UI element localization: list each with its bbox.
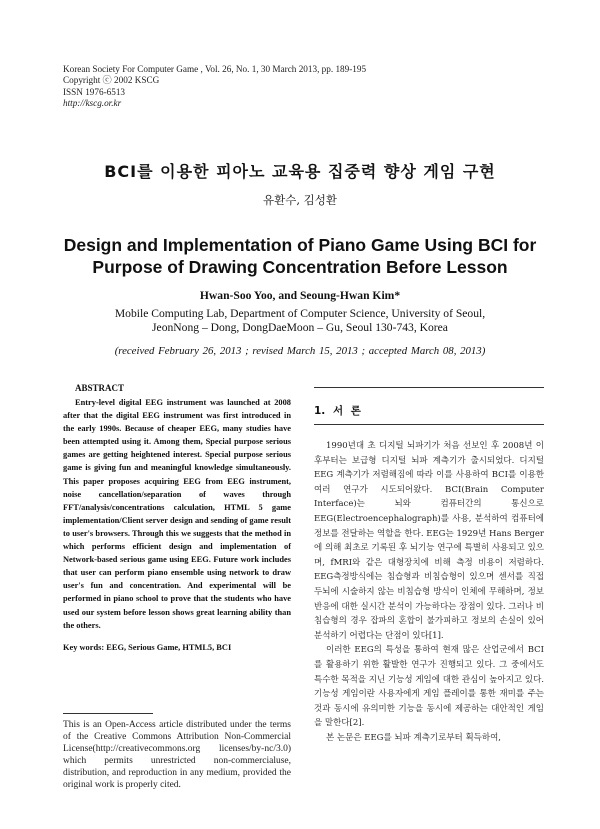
received-dates: (received February 26, 2013 ; revised March 15, 2013 ; accepted March 08, 2013) <box>114 345 486 357</box>
issn-line: ISSN 1976-6513 <box>63 86 126 97</box>
section-divider <box>314 424 544 425</box>
affiliation-line-2: JeonNong – Dong, DongDaeMoon – Gu, Seoul 130-743, Korea <box>152 321 448 334</box>
korean-title: BCI를 이용한 피아노 교육용 집중력 향상 게임 구현 <box>104 162 496 181</box>
english-title-line-1: Design and Implementation of Piano Game Using BCI for <box>63 235 537 255</box>
footnote-divider <box>63 713 153 714</box>
body-paragraph-2: 이러한 EEG의 특성을 통하여 현재 많은 산업군에서 BCI를 활용하기 위한 활발한 연구가 진행되고 있다. 그 중에서도 특수한 목적을 지닌 기능성 게임에 대한 관심이 높아지고 있다. 기능성 게임이란 사용자에게 게임 플레이를 통한 재미를 주는 것과 동시에 유의미한 기능을 동시에 제공하는 대안적인 게임을 말한다[2]. <box>314 645 544 729</box>
left-column <box>63 383 291 652</box>
section-title-introduction: 1. 서 론 <box>314 405 361 417</box>
affiliation <box>0 307 600 335</box>
body-paragraph-3: 본 논문은 EEG를 뇌파 계측기로부터 획득하여, <box>326 732 501 743</box>
copyright-line: Copyright ⓒ 2002 KSCG <box>63 75 160 86</box>
english-authors: Hwan-Soo Yoo, and Seoung-Hwan Kim* <box>199 289 401 302</box>
english-title <box>0 234 600 278</box>
journal-url[interactable]: http://kscg.or.kr <box>63 98 122 109</box>
journal-header <box>63 64 366 110</box>
right-column <box>314 383 544 745</box>
keywords: Key words: EEG, Serious Game, HTML5, BCI <box>63 642 232 652</box>
body-paragraph-1: 1990년대 초 디지털 뇌파기가 처음 선보인 후 2008년 이후부터는 보급형 디지털 뇌파 계측기가 출시되었다. 디지털 EEG 계측기가 저렴해짐에 따라 이를 사용하여 BCI를 이용한 여러 연구가 시도되어왔다. BCI(Brain Computer Interface)는 뇌와 컴퓨터간의 통신으로 EEG(Electroencephalograph)를 사용, 분석하여 컴퓨터에 정보를 전달하는 역할을 한다. EEG는 1929년 Hans Berger에 의해 최초로 기록된 후 뇌기능 연구에 특별히 사용되고 있으며, fMRI와 같은 대형장치에 비해 측정 비용이 저렴하다. EEG측정방식에는 침습형과 비침습형이 있으며 센서를 직접 두뇌에 시술하지 않는 비침습형 방식이 인체에 무해하며, 정보 반응에 대한 실시간 분석이 가능하다는 장점이 있다. 그러나 비침습형의 경우 잡파의 혼합이 불가피하고 정보의 손실이 있어 분석하기 어렵다는 단점이 있다[1]. <box>314 441 544 641</box>
korean-authors: 유환수, 김성환 <box>263 193 337 207</box>
english-title-line-2: Purpose of Drawing Concentration Before Lesson <box>92 257 508 277</box>
affiliation-line-1: Mobile Computing Lab, Department of Computer Science, University of Seoul, <box>114 307 486 320</box>
abstract-heading: ABSTRACT <box>75 383 125 393</box>
introduction-body <box>314 439 544 745</box>
license-footnote: This is an Open-Access article distributed under the terms of the Creative Commons Attribution Non-Commercial License(http://creativecommons.org licenses/by-nc/3.0) which permits unrestricted non-commercialuse, distribution, and reproduction in any medium, provided the original work is properly cited. <box>63 720 291 791</box>
abstract-text: Entry-level digital EEG instrument was launched at 2008 after that the digital EEG instrument was first introduced in the early 1990s. Because of cheaper EEG, many studies have been attempted using it. Among them, Special purpose serious games are getting heightened interest. Special purpose serious game is giving fun and meaningful knowledge simultaneously. This paper proposes acquiring EEG from EEG instrument, noise cancellation/separation of waves through FFT/analysis/concentrations calculation, HTML 5 game implementation/Client server design and sending of game result to user's browsers. Through this we suggests that the method in which performs efficient design and implementation of Network-based serious game using EEG. Future work includes that user can perform piano ensemble using network to draw user's fun and concentration. And experimental will be performed in piano school to prove that the students who have used our system before lesson shows great learning ability than the others. <box>63 398 291 630</box>
journal-info: Korean Society For Computer Game , Vol. 26, No. 1, 30 March 2013, pp. 189-195 <box>63 64 367 74</box>
column-top-divider <box>314 387 544 388</box>
